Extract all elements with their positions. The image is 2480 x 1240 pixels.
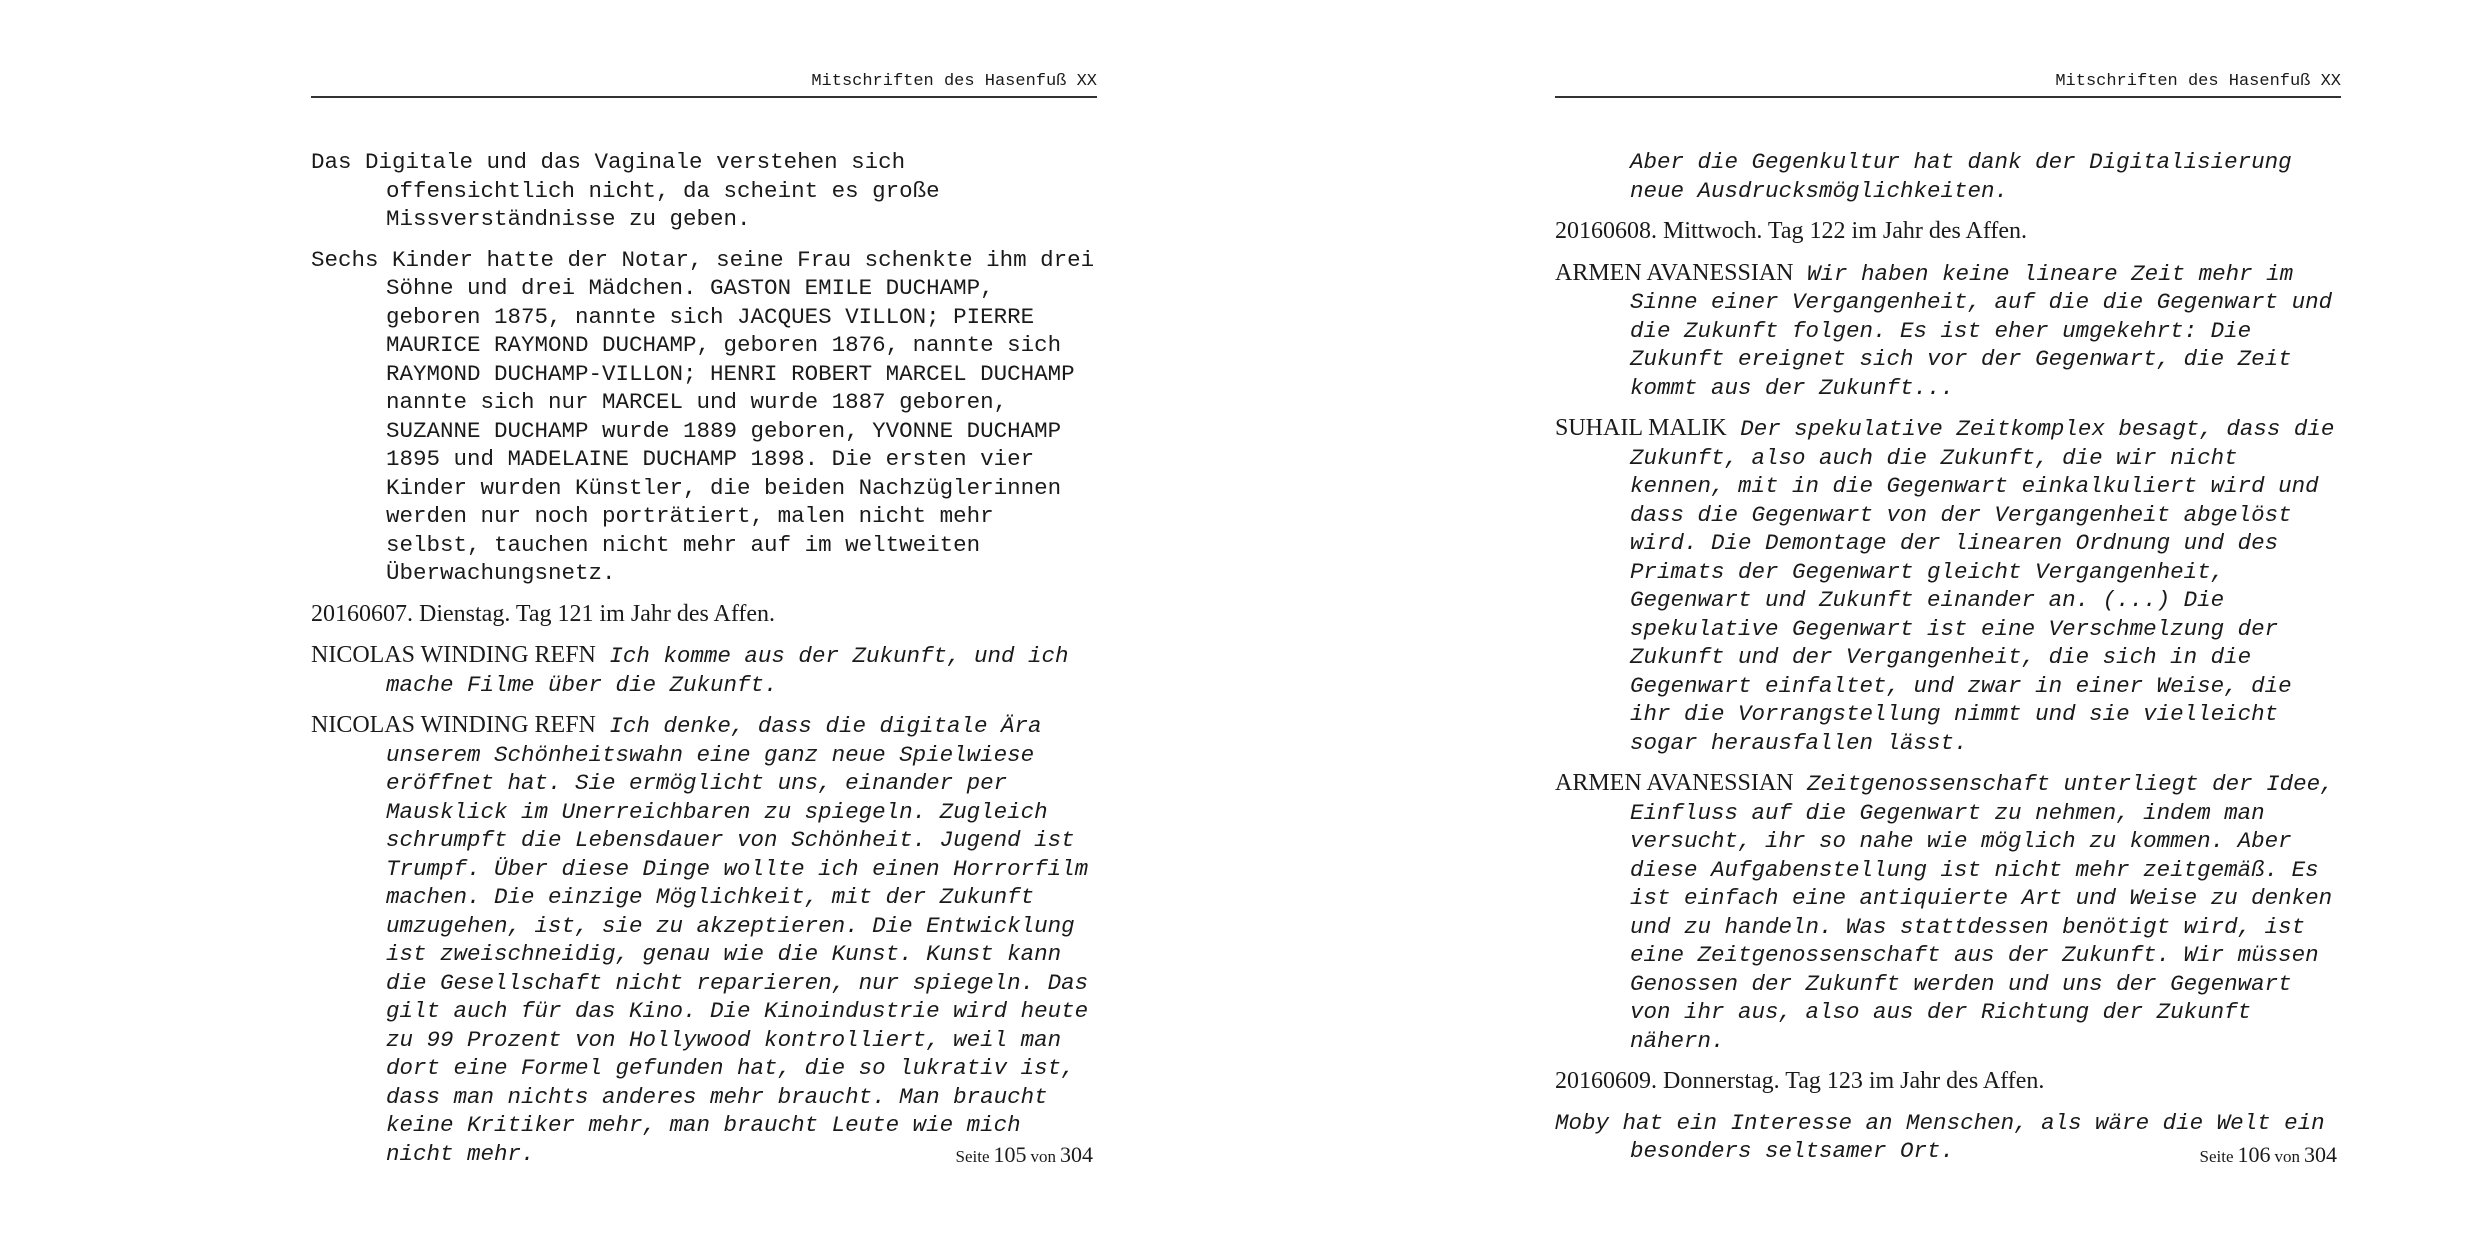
page-footer (2200, 1142, 2338, 1168)
quote-text: Ich komme aus der Zukunft, und ich mache Filme über die Zukunft. (386, 643, 1069, 698)
header-title: Mitschriften des Hasenfuß XX (2055, 72, 2341, 91)
footer-page-word: Seite (955, 1147, 990, 1166)
paragraph-text: Das Digitale und das Vaginale verstehen sich offensichtlich nicht, da scheint es große Missverständnisse zu geben. (311, 149, 940, 232)
paragraph (311, 246, 1097, 588)
speaker-name: SUHAIL MALIK (1555, 415, 1727, 441)
page-footer (956, 1142, 1094, 1168)
quote-text: Der spekulative Zeitkomplex besagt, dass die Zukunft, also auch die Zukunft, die wir nicht kennen, mit in die Gegenwart einkalkuliert wird und dass die Gegenwart von der Vergangenheit abgelöst wird. Die Demontage der linearen Ordnung und des Primats der Gegenwart gleicht Vergangenheit, Gegenwart und Zukunft einander an. (...) Die spekulative Gegenwart ist eine Verschmelzung der Zukunft und der Vergangenheit, die sich in die Gegenwart einfaltet, und zwar in einer Weise, die ihr die Vorrangstellung nimmt und sie vielleicht sogar herausfallen lässt. (1630, 416, 2335, 756)
total-pages: 304 (1060, 1142, 1093, 1167)
footer-von-word: von (2274, 1147, 2300, 1166)
quote-paragraph (311, 711, 1097, 1168)
page-number: 106 (2237, 1142, 2271, 1167)
quote-continuation (1555, 148, 2341, 205)
quote-paragraph (311, 641, 1097, 699)
paragraph-text: Sechs Kinder hatte der Notar, seine Frau schenkte ihm drei Söhne und drei Mädchen. GASTON EMILE DUCHAMP, geboren 1875, nannte sich JACQUES VILLON; PIERRE MAURICE RAYMOND DUCHAMP, geboren 1876, nannte sich RAYMOND DUCHAMP-VILLON; HENRI ROBERT MARCEL DUCHAMP nannte sich nur MARCEL und wurde 1887 geboren, SUZANNE DUCHAMP wurde 1889 geboren, YVONNE DUCHAMP 1895 und MADELAINE DUCHAMP 1898. Die ersten vier Kinder wurden Künstler, die beiden Nachzüglerinnen werden nur noch porträtiert, malen nicht mehr selbst, tauchen nicht mehr auf im weltweiten Überwachungsnetz. (311, 246, 1095, 586)
page-body (311, 148, 1097, 1180)
paragraph-text: Moby hat ein Interesse an Menschen, als wäre die Welt ein besonders seltsamer Ort. (1555, 1109, 2325, 1164)
date-entry-text: 20160609. Donnerstag. Tag 123 im Jahr des Affen. (1555, 1068, 2045, 1094)
date-entry (311, 600, 1097, 630)
quote-text: Zeitgenossenschaft unterliegt der Idee, Einfluss auf die Gegenwart zu nehmen, indem man versucht, ihr so nahe wie möglich zu kommen. Aber diese Aufgabenstellung ist nicht mehr zeitgemäß. Es ist einfach eine antiquierte Art und Weise zu denken und zu handeln. Was stattdessen benötigt wird, ist eine Zeitgenossenschaft aus der Zukunft. Wir müssen Genossen der Zukunft werden und uns der Gegenwart von ihr aus, also aus der Richtung der Zukunft nähern. (1630, 771, 2334, 1054)
date-entry (1555, 1067, 2341, 1097)
paragraph (311, 148, 1097, 234)
date-entry (1555, 217, 2341, 247)
quote-paragraph (1555, 414, 2341, 757)
page-number: 105 (993, 1142, 1027, 1167)
quote-text: Ich denke, dass die digitale Ära unserem Schönheitswahn eine ganz neue Spielwiese eröffnet hat. Sie ermöglicht uns, einander per Mausklick im Unerreichbaren zu spiegeln. Zugleich schrumpft die Lebensdauer von Schönheit. Jugend ist Trumpf. Über diese Dinge wollte ich einen Horrorfilm machen. Die einzige Möglichkeit, mit der Zukunft umzugehen, ist, sie zu akzeptieren. Die Entwicklung ist zweischneidig, genau wie die Kunst. Kunst kann die Gesellschaft nicht reparieren, nur spiegeln. Das gilt auch für das Kino. Die Kinoindustrie wird heute zu 99 Prozent von Hollywood kontrolliert, weil man dort eine Formel gefunden hat, die so lukrativ ist, dass man nichts anderes mehr braucht. Man braucht keine Kritiker mehr, man braucht Leute wie mich nicht mehr. (386, 713, 1089, 1167)
speaker-name: ARMEN AVANESSIAN (1555, 770, 1794, 796)
total-pages: 304 (2304, 1142, 2337, 1167)
quote-paragraph (1555, 769, 2341, 1055)
page-body (1555, 148, 2341, 1178)
footer-von-word: von (1030, 1147, 1056, 1166)
footer-page-word: Seite (2199, 1147, 2234, 1166)
speaker-name: ARMEN AVANESSIAN (1555, 259, 1794, 286)
right-page (1555, 0, 2341, 1240)
header-title: Mitschriften des Hasenfuß XX (811, 72, 1097, 91)
quote-text: Aber die Gegenkultur hat dank der Digitalisierung neue Ausdrucksmöglichkeiten. (1630, 149, 2292, 204)
quote-text: Wir haben keine lineare Zeit mehr im Sinne einer Vergangenheit, auf die die Gegenwart und die Zukunft folgen. Es ist eher umgekehrt: Die Zukunft ereignet sich vor der Gegenwart, die Zeit kommt aus der Zukunft... (1630, 260, 2333, 401)
quote-paragraph (1555, 259, 2341, 403)
date-entry-text: 20160608. Mittwoch. Tag 122 im Jahr des Affen. (1555, 218, 2028, 244)
running-header (311, 72, 1097, 98)
date-entry-text: 20160607. Dienstag. Tag 121 im Jahr des Affen. (311, 600, 776, 627)
speaker-name: NICOLAS WINDING REFN (311, 712, 596, 738)
speaker-name: NICOLAS WINDING REFN (311, 642, 596, 668)
running-header (1555, 72, 2341, 98)
left-page (311, 0, 1097, 1240)
